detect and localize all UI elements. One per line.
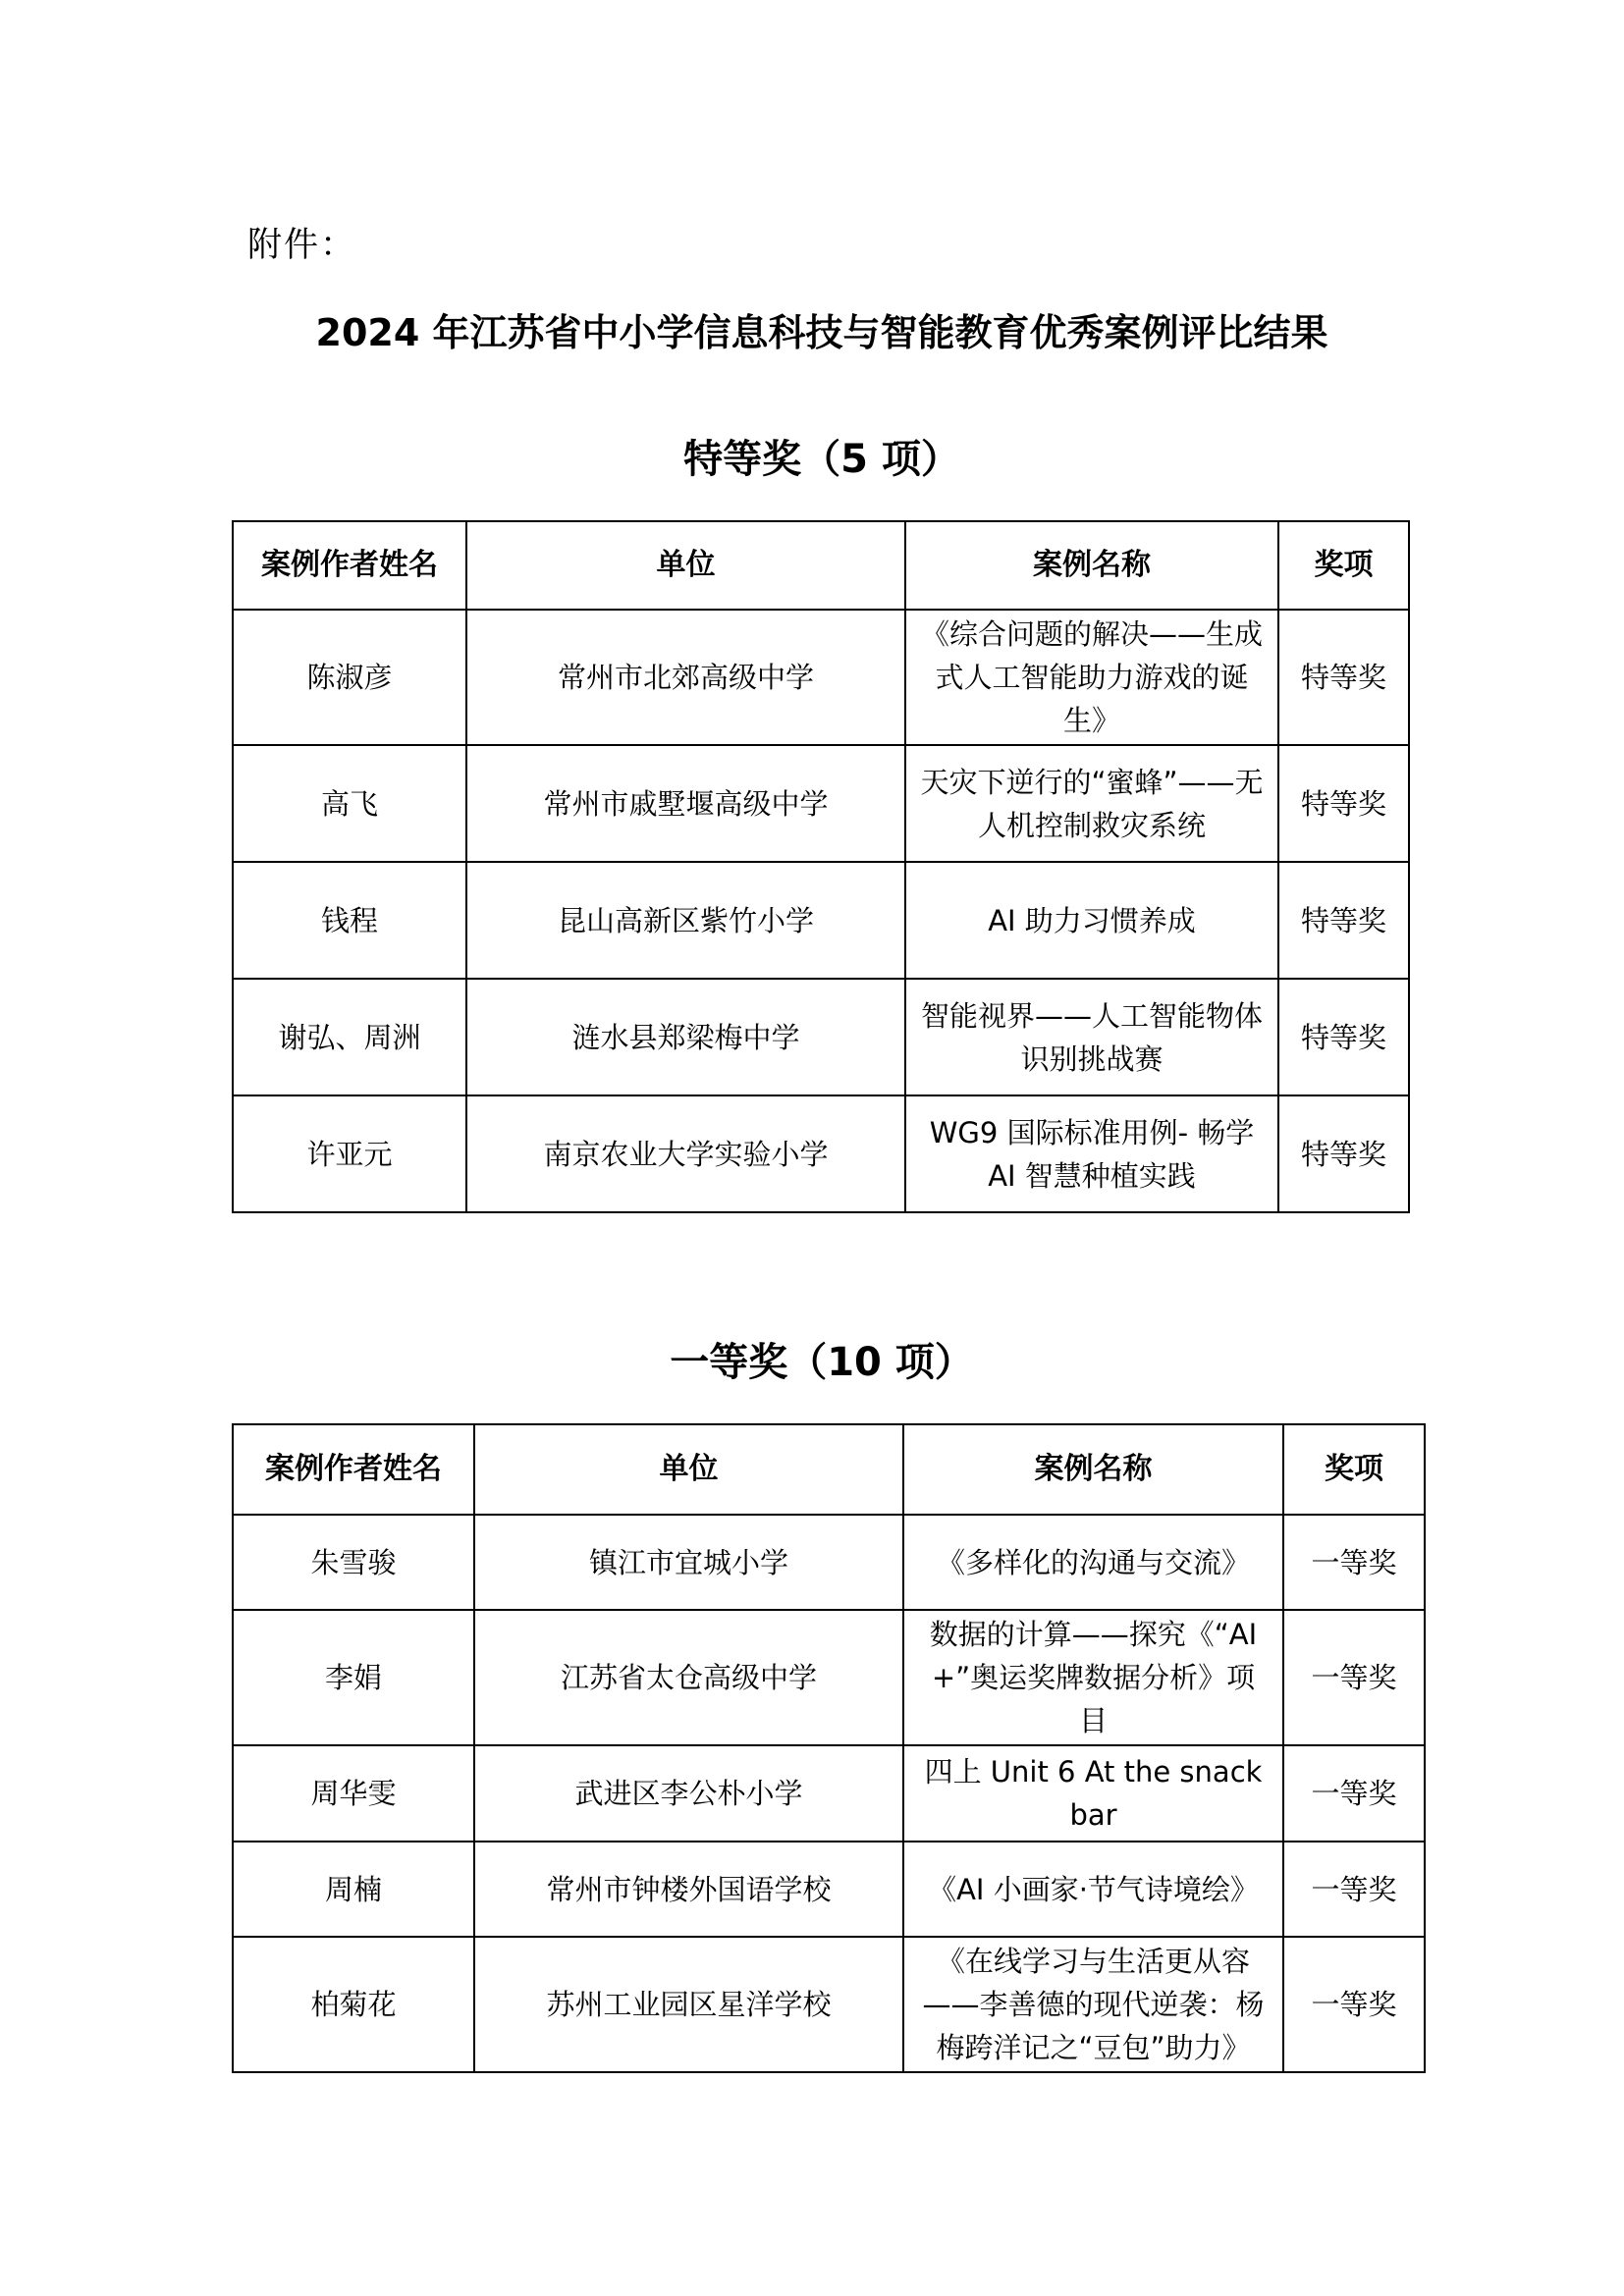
unit-cell: 南京农业大学实验小学 [466, 1095, 905, 1212]
author-cell: 周楠 [233, 1842, 474, 1937]
award-cell: 特等奖 [1278, 610, 1409, 745]
unit-cell: 昆山高新区紫竹小学 [466, 862, 905, 979]
table-row [233, 745, 1409, 862]
author-cell: 谢弘、周洲 [233, 979, 466, 1095]
unit-cell: 苏州工业园区星洋学校 [474, 1937, 903, 2072]
case-name-cell: 《综合问题的解决——生成式人工智能助力游戏的诞生》 [905, 610, 1278, 745]
table-row [233, 1610, 1425, 1745]
table-row [233, 1745, 1425, 1842]
author-cell: 周华雯 [233, 1745, 474, 1842]
award-cell: 特等奖 [1278, 979, 1409, 1095]
table-row [233, 979, 1409, 1095]
author-cell: 钱程 [233, 862, 466, 979]
header-unit: 单位 [474, 1424, 903, 1515]
unit-cell: 镇江市宜城小学 [474, 1515, 903, 1610]
unit-cell: 常州市戚墅堰高级中学 [466, 745, 905, 862]
author-cell: 陈淑彦 [233, 610, 466, 745]
case-name-cell: 《AI 小画家·节气诗境绘》 [903, 1842, 1283, 1937]
award-cell: 一等奖 [1283, 1937, 1425, 2072]
first-award-table [232, 1423, 1426, 2073]
award-cell: 一等奖 [1283, 1842, 1425, 1937]
award-cell: 一等奖 [1283, 1745, 1425, 1842]
attachment-label: 附件： [247, 226, 357, 265]
author-cell: 柏菊花 [233, 1937, 474, 2072]
case-name-cell: 四上 Unit 6 At the snack bar [903, 1745, 1283, 1842]
unit-cell: 江苏省太仓高级中学 [474, 1610, 903, 1745]
table-row [233, 1095, 1409, 1212]
header-case-name: 案例名称 [905, 521, 1278, 610]
case-name-cell: 《多样化的沟通与交流》 [903, 1515, 1283, 1610]
table-row [233, 1937, 1425, 2072]
table-row [233, 1515, 1425, 1610]
unit-cell: 武进区李公朴小学 [474, 1745, 903, 1842]
header-unit: 单位 [466, 521, 905, 610]
unit-cell: 常州市北郊高级中学 [466, 610, 905, 745]
table-header-row [233, 1424, 1425, 1515]
special-award-table [232, 520, 1410, 1213]
section-title-special-award: 特等奖（5 项） [683, 437, 960, 482]
case-name-cell: AI 助力习惯养成 [905, 862, 1278, 979]
document-title: 2024 年江苏省中小学信息科技与智能教育优秀案例评比结果 [315, 311, 1328, 354]
header-award: 奖项 [1278, 521, 1409, 610]
header-author: 案例作者姓名 [233, 1424, 474, 1515]
case-name-cell: WG9 国际标准用例- 畅学 AI 智慧种植实践 [905, 1095, 1278, 1212]
header-award: 奖项 [1283, 1424, 1425, 1515]
header-case-name: 案例名称 [903, 1424, 1283, 1515]
unit-cell: 常州市钟楼外国语学校 [474, 1842, 903, 1937]
case-name-cell: 数据的计算——探究《“AI+”奥运奖牌数据分析》项目 [903, 1610, 1283, 1745]
table-header-row [233, 521, 1409, 610]
case-name-cell: 天灾下逆行的“蜜蜂”——无人机控制救灾系统 [905, 745, 1278, 862]
table-row [233, 862, 1409, 979]
unit-cell: 涟水县郑梁梅中学 [466, 979, 905, 1095]
author-cell: 朱雪骏 [233, 1515, 474, 1610]
case-name-cell: 智能视界——人工智能物体识别挑战赛 [905, 979, 1278, 1095]
author-cell: 李娟 [233, 1610, 474, 1745]
header-author: 案例作者姓名 [233, 521, 466, 610]
author-cell: 高飞 [233, 745, 466, 862]
award-cell: 一等奖 [1283, 1610, 1425, 1745]
award-cell: 特等奖 [1278, 1095, 1409, 1212]
award-cell: 特等奖 [1278, 745, 1409, 862]
award-cell: 特等奖 [1278, 862, 1409, 979]
section-title-first-award: 一等奖（10 项） [670, 1340, 974, 1385]
author-cell: 许亚元 [233, 1095, 466, 1212]
case-name-cell: 《在线学习与生活更从容——李善德的现代逆袭：杨梅跨洋记之“豆包”助力》 [903, 1937, 1283, 2072]
table-row [233, 1842, 1425, 1937]
award-cell: 一等奖 [1283, 1515, 1425, 1610]
table-row [233, 610, 1409, 745]
